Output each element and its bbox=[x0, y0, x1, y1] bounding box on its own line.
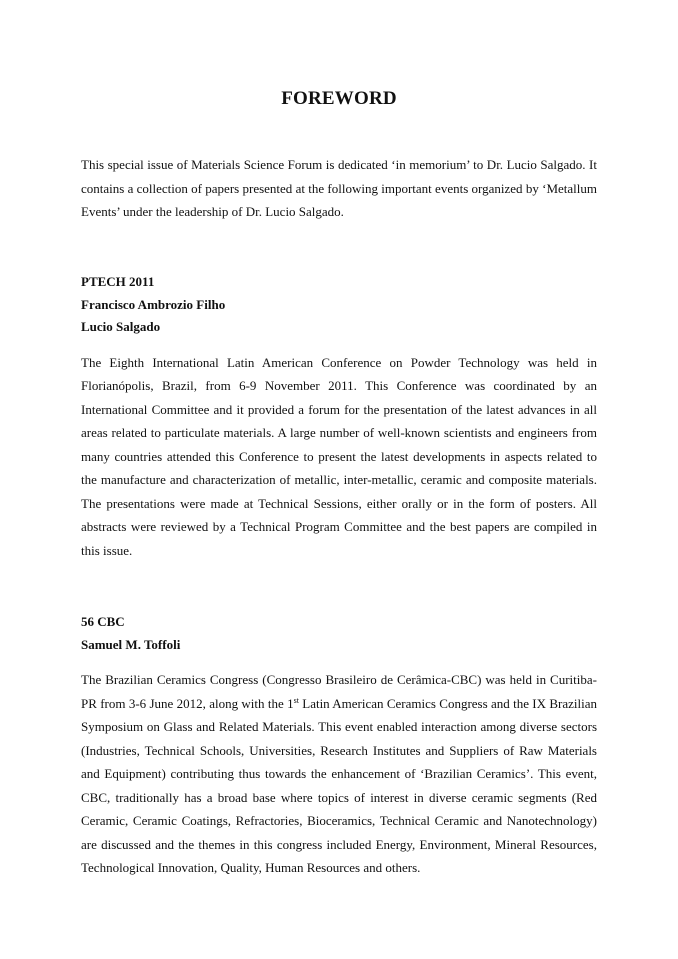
section-heading: PTECH 2011 bbox=[81, 274, 155, 289]
intro-paragraph: This special issue of Materials Science Forum is dedicated ‘in memorium’ to Dr. Lucio Salgado. It contains a collection of papers presented at the following important events organized by ‘Metallum Events’ under the leadership of Dr. Lucio Salgado. bbox=[81, 157, 597, 219]
section-body bbox=[81, 668, 597, 880]
section-editor: Lucio Salgado bbox=[81, 319, 161, 334]
intro-block bbox=[81, 153, 597, 224]
section-ptech bbox=[81, 271, 597, 562]
page-title: FOREWORD bbox=[281, 88, 397, 109]
section-body: The Eighth International Latin American Conference on Powder Technology was held in Florianópolis, Brazil, from 6-9 November 2011. This Conference was coordinated by an International Committee and it provided a forum for the presentation of the latest advances in all areas related to particulate materials. A large number of well-known scientists and engineers from many countries attended this Conference to present the latest developments in aspects related to the manufacture and characterization of metallic, inter-metallic, ceramic and composite materials. The presentations were made at Technical Sessions, either orally or in the form of posters. All abstracts were reviewed by a Technical Program Committee and the best papers are compiled in this issue. bbox=[81, 354, 597, 558]
section-editor: Francisco Ambrozio Filho bbox=[81, 296, 226, 312]
body-text: Latin American Ceramics Congress and the IX Brazilian Symposium on Glass and Related Materials. This event enabled interaction among diverse sectors (Industries, Technical Schools, Universities, Research Institutes and Suppliers of Raw Materials and Equipment) contributing thus towards the enhancement of ‘Brazilian Ceramics’. This event, CBC, traditionally has a broad base where topics of interest in diverse ceramic segments (Red Ceramic, Ceramic Coatings, Refractories, Bioceramics, Technical Ceramic and Nanotechnology) are discussed and the themes in this congress included Energy, Environment, Mineral Resources, Technological Innovation, Quality, Human Resources and others. bbox=[81, 695, 597, 875]
section-editor: Samuel M. Toffoli bbox=[81, 636, 181, 652]
section-heading: 56 CBC bbox=[81, 614, 125, 629]
superscript: st bbox=[293, 695, 299, 705]
section-cbc bbox=[81, 611, 597, 880]
body-text: The Brazilian Ceramics Congress (Congresso Brasileiro de Cerâmica-CBC) was held in Curitiba-PR from 3-6 June 2012, along with the 1 bbox=[81, 672, 597, 711]
